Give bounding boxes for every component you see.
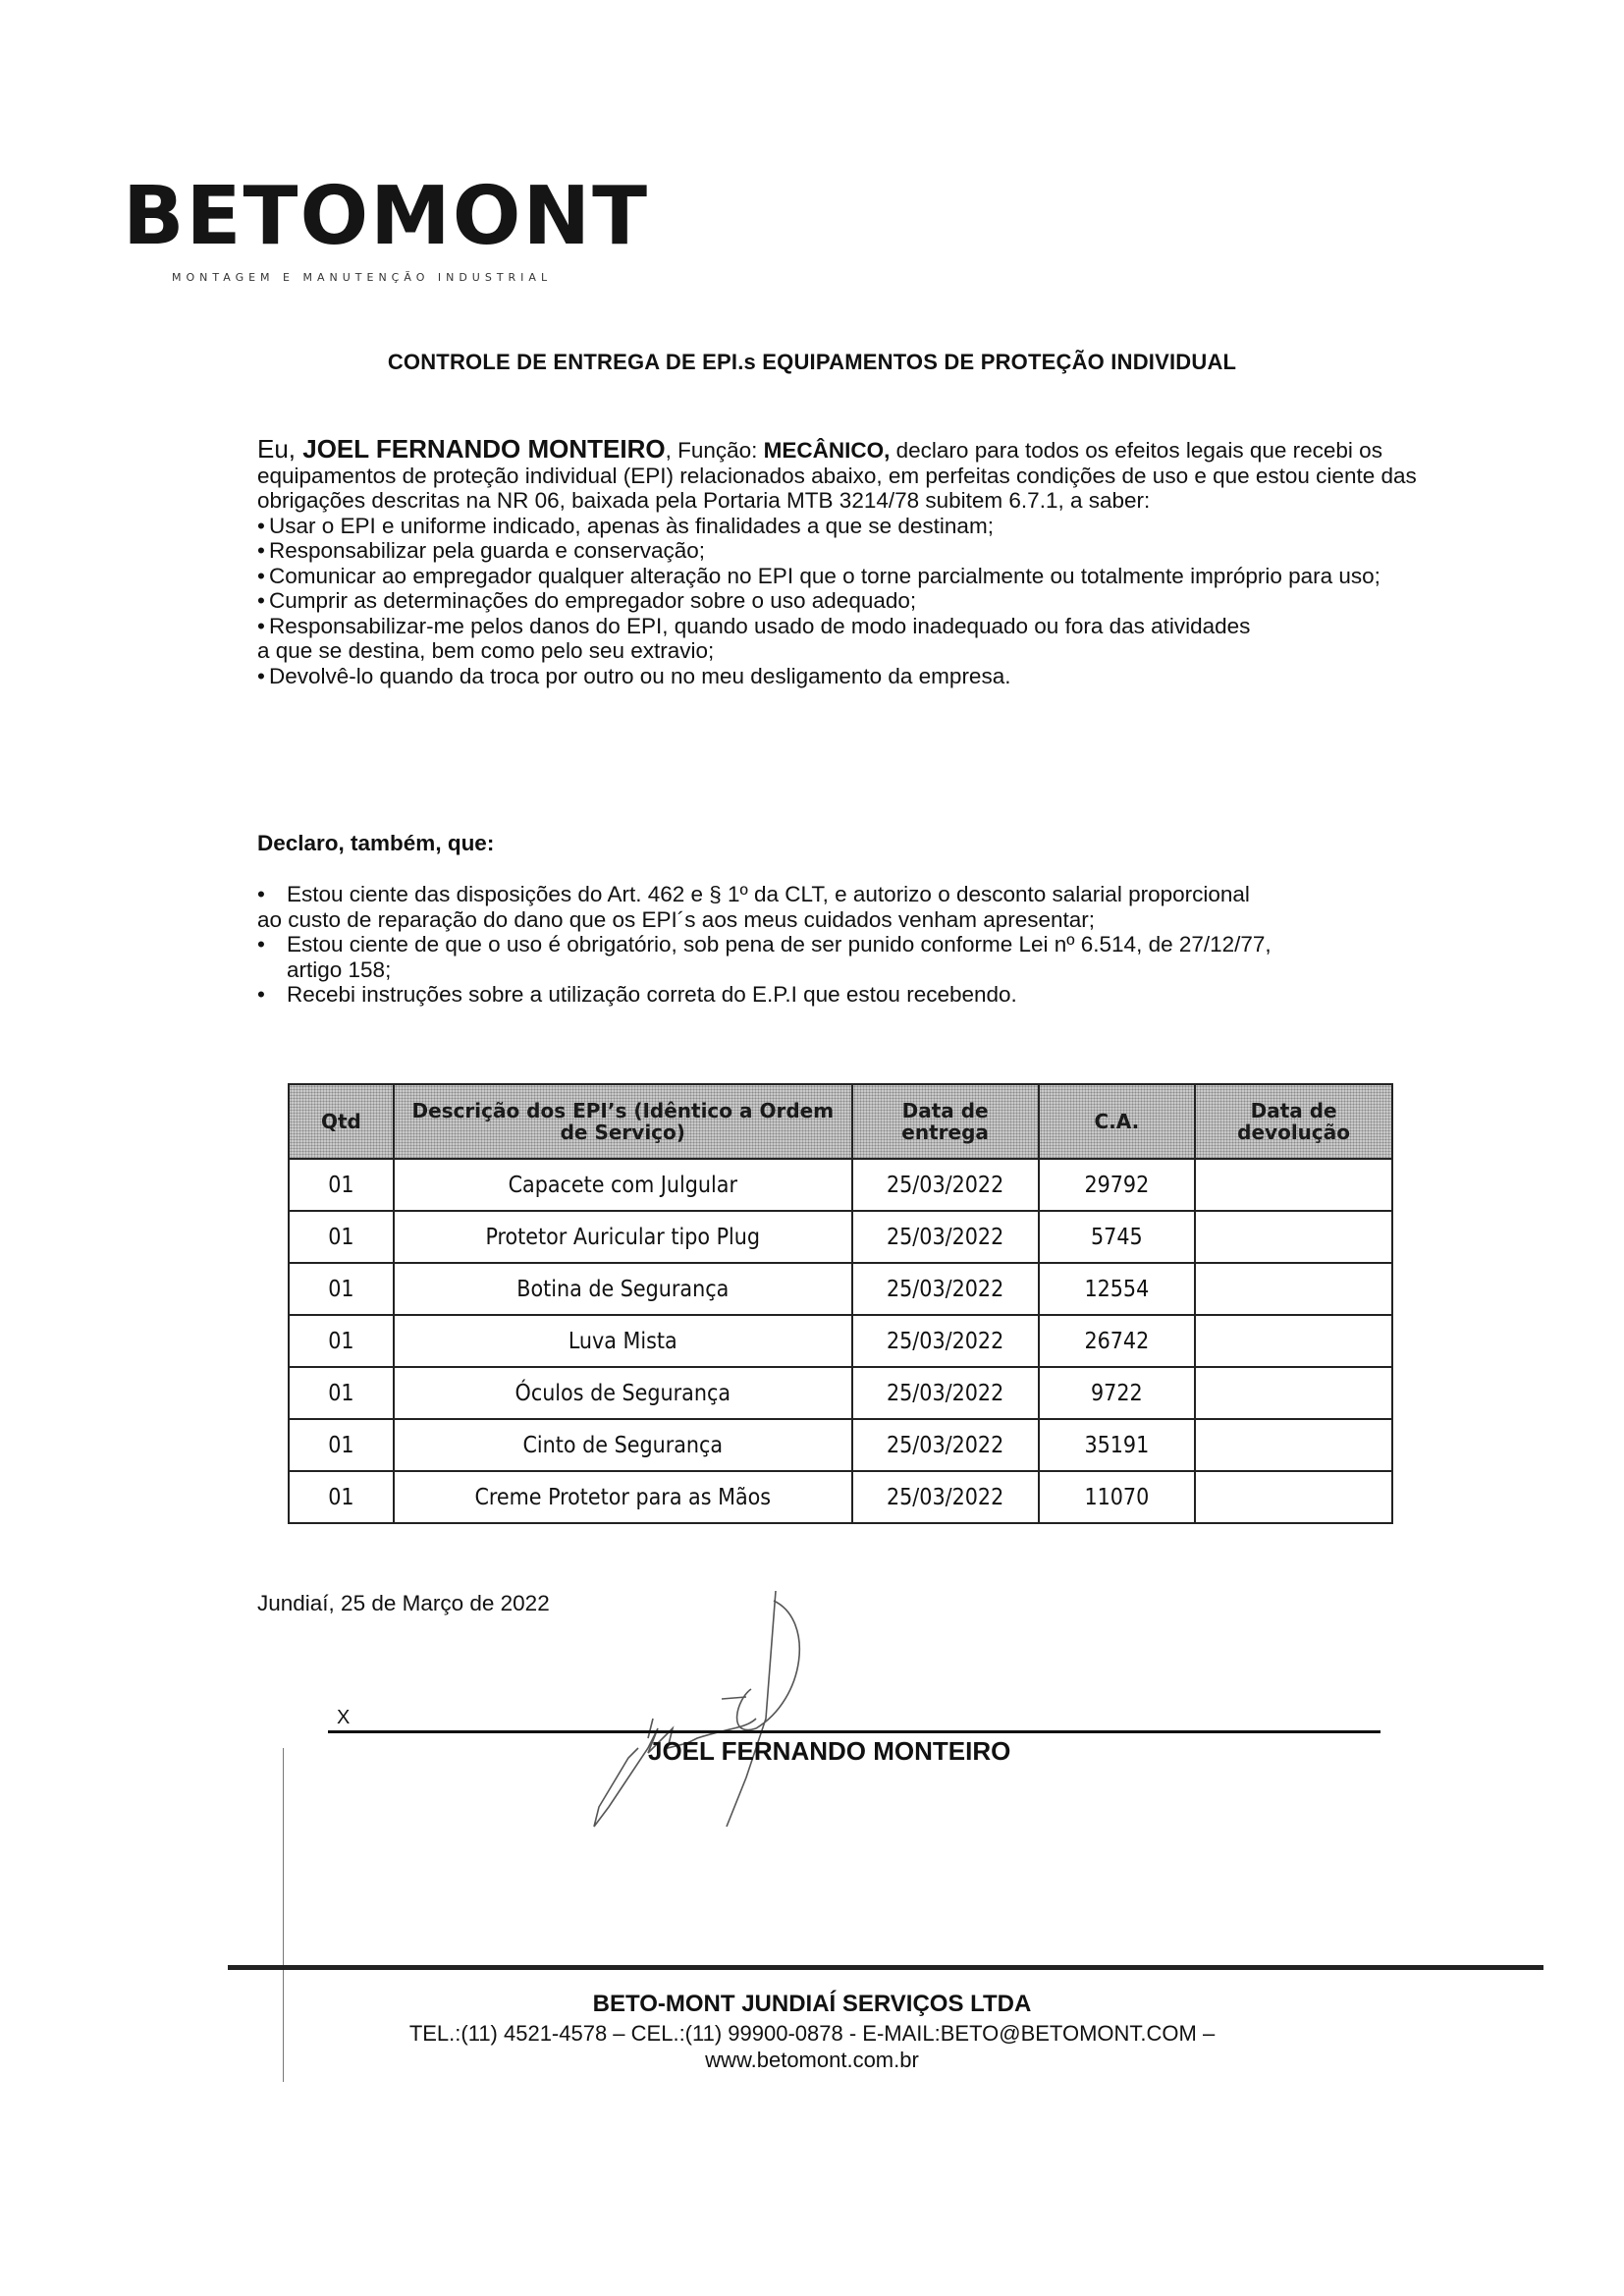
obligation-text: Devolvê-lo quando da troca por outro ou no meu desligamento da empresa.: [269, 663, 1011, 688]
epi-delivery-table: [288, 1083, 1393, 1524]
obligation-item: [257, 664, 1465, 689]
cell-data-entrega: 25/03/2022: [852, 1159, 1039, 1211]
footer-contact: TEL.:(11) 4521-4578 – CEL.:(11) 99900-0878 - E-MAIL:BETO@BETOMONT.COM –: [408, 2021, 1216, 2046]
bullet-icon: •: [257, 563, 265, 588]
cell-qtd: 01: [289, 1367, 394, 1419]
cell-qtd: 01: [289, 1159, 394, 1211]
bullet-icon: •: [257, 513, 265, 538]
declaration-text: Recebi instruções sobre a utilização correta do E.P.I que estou recebendo.: [287, 982, 1017, 1007]
footer-website: www.betomont.com.br: [705, 2048, 919, 2072]
place-date: Jundiaí, 25 de Março de 2022: [257, 1591, 550, 1615]
table-row: [289, 1419, 1392, 1471]
header-ca: C.A.: [1039, 1084, 1196, 1159]
cell-data-devolucao: [1195, 1367, 1392, 1419]
intro-paragraph: [257, 434, 1465, 514]
cell-data-devolucao: [1195, 1263, 1392, 1315]
cell-descricao: Cinto de Segurança: [394, 1419, 852, 1471]
cell-data-entrega: 25/03/2022: [852, 1471, 1039, 1523]
function-label: , Função:: [665, 438, 764, 463]
obligation-item: [257, 588, 1465, 614]
cell-data-devolucao: [1195, 1159, 1392, 1211]
obligation-text: a que se destina, bem como pelo seu extravio;: [257, 638, 715, 663]
employee-name: JOEL FERNANDO MONTEIRO: [302, 434, 666, 464]
cell-ca: 9722: [1039, 1367, 1196, 1419]
cell-descricao: Capacete com Julgular: [394, 1159, 852, 1211]
function-value: MECÂNICO,: [763, 438, 891, 463]
table-row: [289, 1263, 1392, 1315]
declaration-continuation: ao custo de reparação do dano que os EPI´s aos meus cuidados venham apresentar;: [257, 906, 1096, 932]
obligation-text: Responsabilizar pela guarda e conservação;: [269, 538, 706, 563]
handwritten-signature-icon: [579, 1581, 854, 1836]
cell-descricao: Botina de Segurança: [394, 1263, 852, 1315]
signer-name: JOEL FERNANDO MONTEIRO: [648, 1736, 1011, 1766]
declaration-heading: Declaro, também, que:: [257, 831, 495, 855]
footer: [0, 1989, 1624, 2073]
declaration-item: [257, 882, 1465, 932]
obligation-item: [257, 614, 1465, 639]
table-header-row: [289, 1084, 1392, 1159]
obligation-item: [257, 514, 1465, 539]
cell-qtd: 01: [289, 1263, 394, 1315]
bullet-icon: •: [257, 588, 265, 613]
cell-descricao: Luva Mista: [394, 1315, 852, 1367]
bullet-icon: •: [257, 613, 265, 638]
declaration-continuation: artigo 158;: [287, 957, 392, 982]
cell-data-entrega: 25/03/2022: [852, 1419, 1039, 1471]
intro-prefix: Eu,: [257, 434, 303, 464]
bullet-icon: •: [257, 932, 265, 957]
bullet-icon: •: [257, 982, 265, 1007]
obligation-text: Responsabilizar-me pelos danos do EPI, quando usado de modo inadequado ou fora das atividades: [269, 613, 1251, 638]
cell-data-devolucao: [1195, 1315, 1392, 1367]
header-descricao: Descrição dos EPI’s (Idêntico a Ordem de Serviço): [394, 1084, 852, 1159]
cell-qtd: 01: [289, 1419, 394, 1471]
declaration-item: [257, 982, 1465, 1008]
cell-descricao: Protetor Auricular tipo Plug: [394, 1211, 852, 1263]
declaration-intro: [257, 434, 1465, 688]
header-data-devolucao: Data de devolução: [1195, 1084, 1392, 1159]
bullet-icon: •: [257, 663, 265, 688]
signature-x-mark: X: [337, 1707, 351, 1728]
header-qtd: Qtd: [289, 1084, 394, 1159]
obligation-item: [257, 564, 1465, 589]
table-row: [289, 1211, 1392, 1263]
cell-data-devolucao: [1195, 1211, 1392, 1263]
logo-wordmark: BETOMONT: [123, 170, 650, 263]
table-row: [289, 1159, 1392, 1211]
cell-ca: 29792: [1039, 1159, 1196, 1211]
cell-ca: 11070: [1039, 1471, 1196, 1523]
declaration-text: Estou ciente das disposições do Art. 462 e § 1º da CLT, e autorizo o desconto salarial proporcional: [287, 882, 1250, 906]
cell-data-devolucao: [1195, 1419, 1392, 1471]
cell-ca: 12554: [1039, 1263, 1196, 1315]
cell-qtd: 01: [289, 1471, 394, 1523]
cell-data-devolucao: [1195, 1471, 1392, 1523]
bullet-icon: •: [257, 882, 265, 906]
obligation-text: Comunicar ao empregador qualquer alteração no EPI que o torne parcialmente ou totalmente impróprio para uso;: [269, 563, 1380, 588]
company-logo: [123, 170, 650, 284]
intro-body: declaro para todos os efeitos legais que recebi os equipamentos de proteção individual (EPI) relacionados abaixo, em perfeitas condições de uso e que estou ciente das obrigações descritas na NR 06, baixada pela Portaria MTB 3214/78 subitem 6.7.1, a saber:: [257, 438, 1417, 513]
cell-descricao: Óculos de Segurança: [394, 1367, 852, 1419]
obligations-list: [257, 514, 1465, 689]
table-row: [289, 1315, 1392, 1367]
signature-line: [328, 1730, 1380, 1733]
obligation-text: Usar o EPI e uniforme indicado, apenas às finalidades a que se destinam;: [269, 513, 994, 538]
cell-data-entrega: 25/03/2022: [852, 1367, 1039, 1419]
obligation-text: Cumprir as determinações do empregador sobre o uso adequado;: [269, 588, 917, 613]
cell-descricao: Creme Protetor para as Mãos: [394, 1471, 852, 1523]
table-row: [289, 1367, 1392, 1419]
declarations-list: [257, 882, 1465, 1008]
footer-company-name: BETO-MONT JUNDIAÍ SERVIÇOS LTDA: [592, 1991, 1032, 2017]
declaration-text: Estou ciente de que o uso é obrigatório, sob pena de ser punido conforme Lei nº 6.514, de 27/12/77,: [287, 932, 1272, 957]
cell-ca: 26742: [1039, 1315, 1196, 1367]
footer-divider: [228, 1965, 1543, 1970]
cell-data-entrega: 25/03/2022: [852, 1263, 1039, 1315]
bullet-icon: •: [257, 538, 265, 563]
document-title: CONTROLE DE ENTREGA DE EPI.s EQUIPAMENTOS DE PROTEÇÃO INDIVIDUAL: [387, 350, 1237, 374]
obligation-item: [257, 538, 1465, 564]
logo-tagline: MONTAGEM E MANUTENÇÃO INDUSTRIAL: [172, 271, 553, 284]
cell-data-entrega: 25/03/2022: [852, 1315, 1039, 1367]
obligation-continuation: [257, 638, 1465, 664]
cell-qtd: 01: [289, 1315, 394, 1367]
cell-qtd: 01: [289, 1211, 394, 1263]
cell-ca: 35191: [1039, 1419, 1196, 1471]
cell-data-entrega: 25/03/2022: [852, 1211, 1039, 1263]
cell-ca: 5745: [1039, 1211, 1196, 1263]
header-data-entrega: Data de entrega: [852, 1084, 1039, 1159]
declaration-item: [257, 932, 1465, 982]
table-row: [289, 1471, 1392, 1523]
